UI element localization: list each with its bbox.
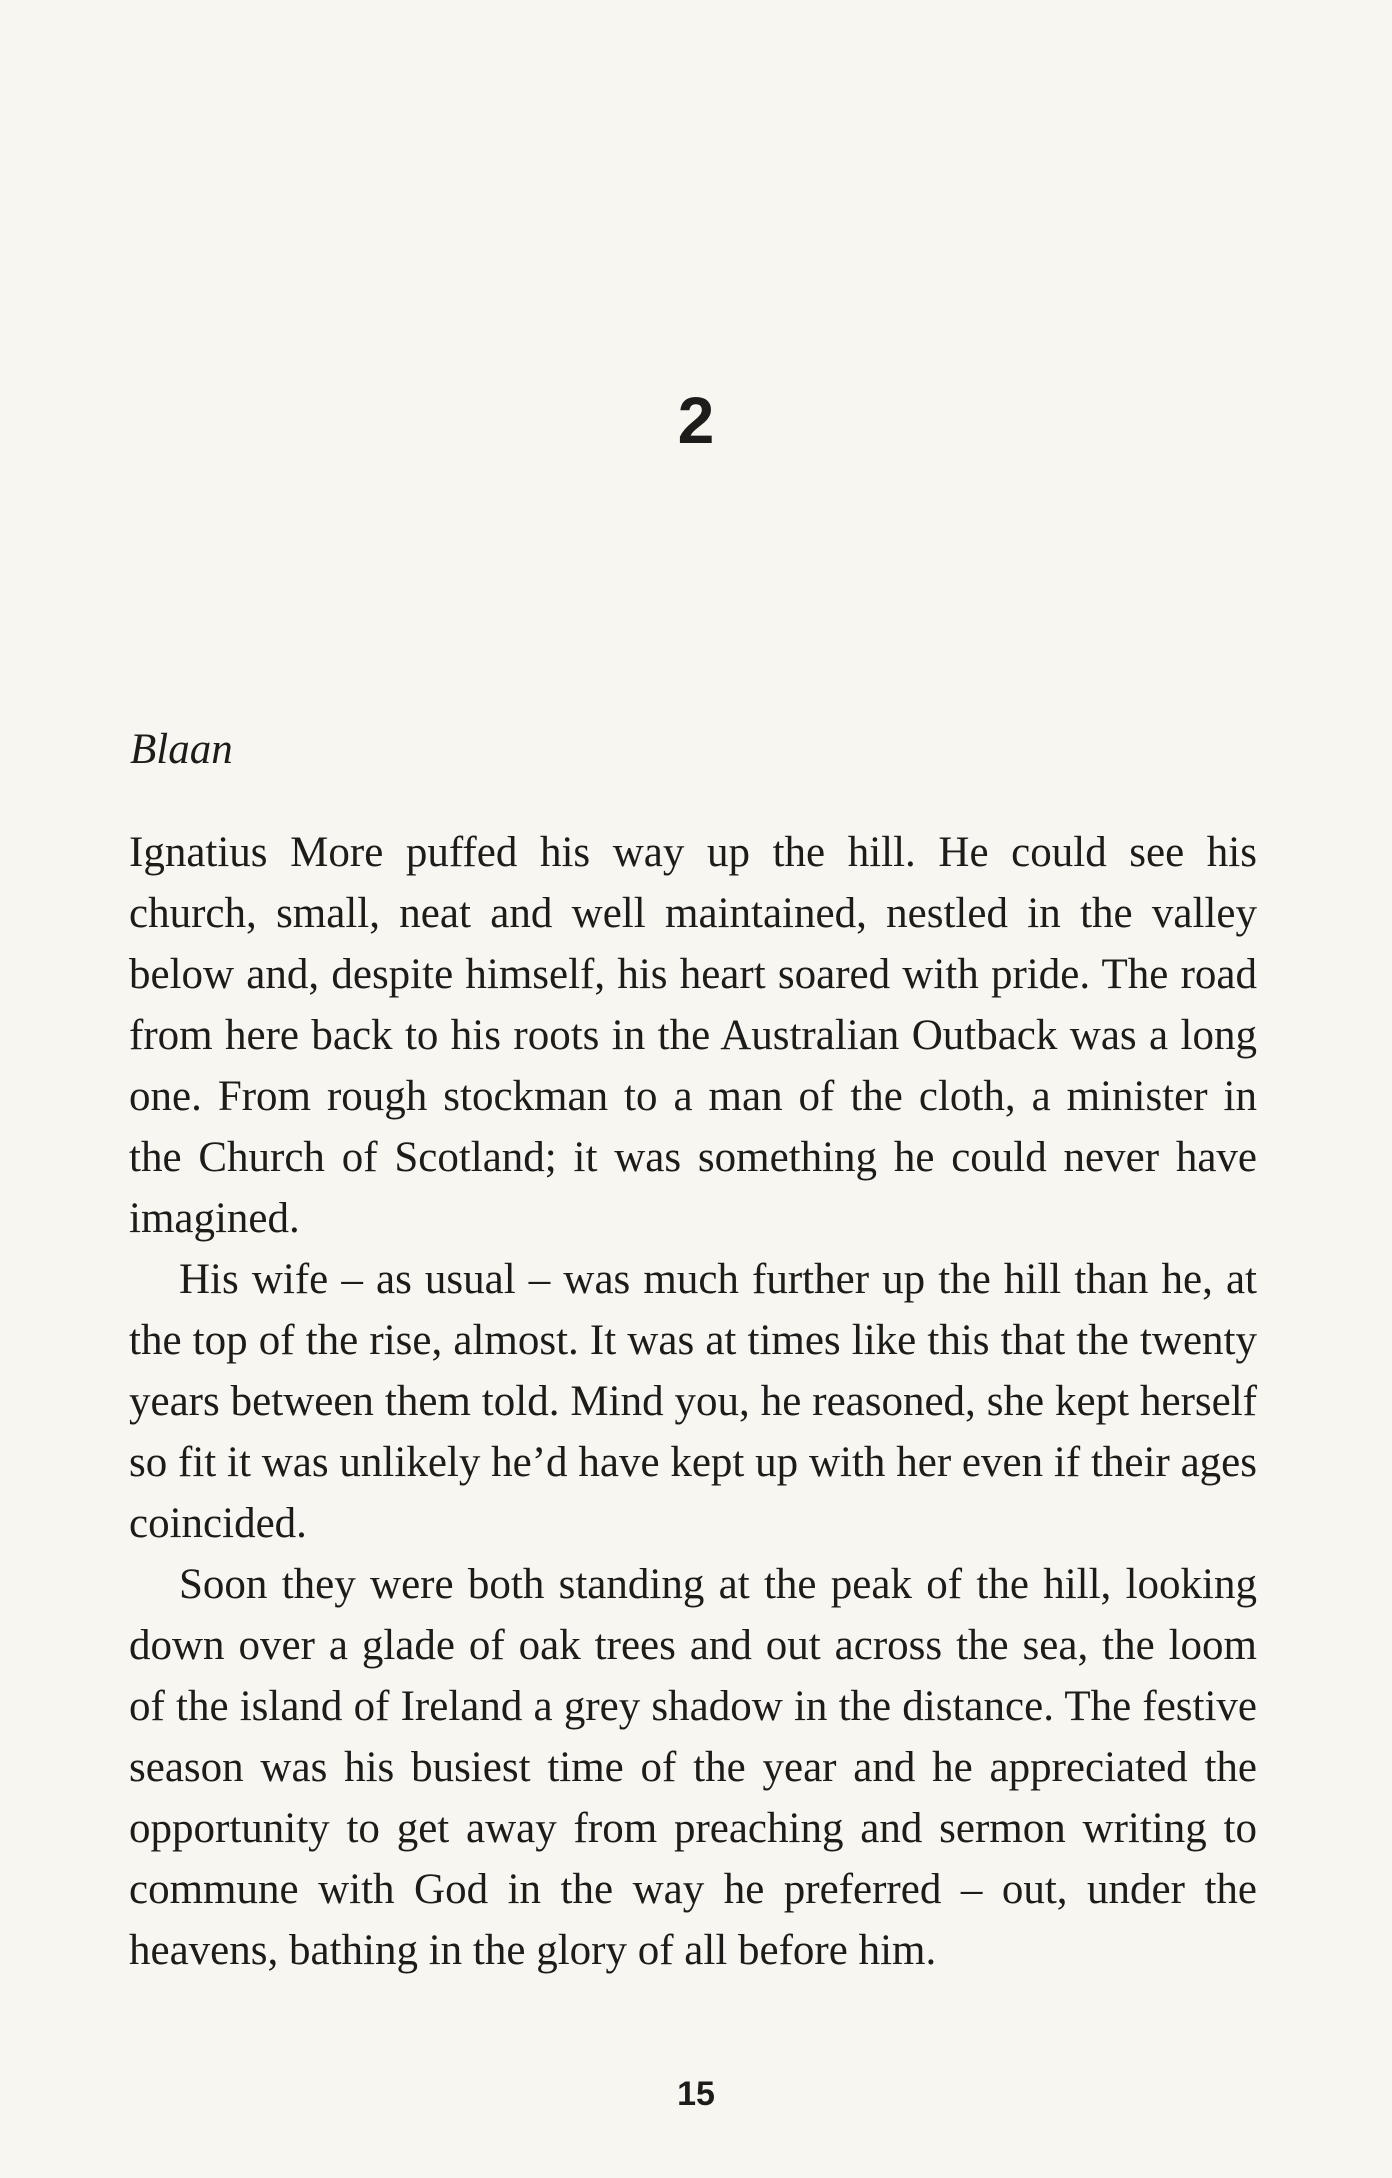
chapter-number: 2 bbox=[677, 383, 715, 457]
section-title: Blaan bbox=[130, 726, 233, 773]
paragraph: Soon they were both standing at the peak of the hill, looking down over a glade of oak trees and out across the sea, the loom of the island of Ireland a grey shadow in the distance. The festive season was his busiest time of the year and he appreciated the opportunity to get away from preaching and sermon writing to commune with God in the way he preferred – out, under the heavens, bathing in the glory of all before him. bbox=[129, 1561, 1257, 1974]
paragraph: Ignatius More puffed his way up the hill. He could see his church, small, neat and well maintained, nestled in the valley below and, despite himself, his heart soared with pride. The road from here back to his roots in the Australian Outback was a long one. From rough stockman to a man of the cloth, a minister in the Church of Scotland; it was something he could never have imagined. bbox=[129, 829, 1257, 1242]
body-text bbox=[129, 822, 1257, 1981]
page-number: 15 bbox=[677, 2075, 715, 2113]
paragraph: His wife – as usual – was much further up the hill than he, at the top of the rise, almost. It was at times like this that the twenty years between them told. Mind you, he reasoned, she kept herself so fit it was unlikely he’d have kept up with her even if their ages coincided. bbox=[129, 1256, 1257, 1547]
